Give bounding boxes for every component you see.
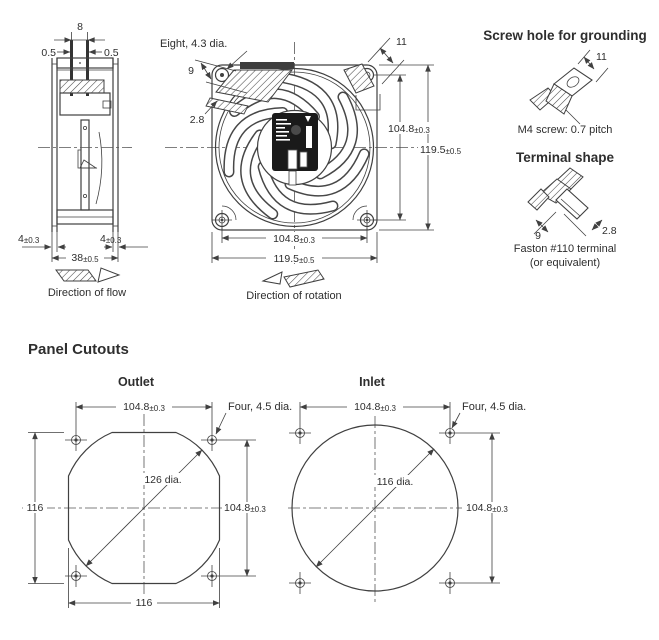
side-dim-terminal-thickness-right: 0.5 xyxy=(104,47,119,59)
front-dim-hole-pitch-horizontal: 104.8±0.3 xyxy=(273,233,315,245)
terminal-dim-width: 9 xyxy=(535,230,541,242)
terminal-caption-line1: Faston #110 terminal xyxy=(513,243,617,255)
front-dim-ground-pad: 11 xyxy=(396,36,407,48)
side-dim-terminal-thickness-left: 0.5 xyxy=(41,47,56,59)
terminal-title: Terminal shape xyxy=(515,150,615,165)
outlet-holes-note: Four, 4.5 dia. xyxy=(228,401,293,413)
grounding-title: Screw hole for grounding xyxy=(483,28,647,43)
outlet-cutout-drawing xyxy=(22,375,292,609)
inlet-cutout-drawing xyxy=(288,375,526,604)
side-dim-flange-left: 4±0.3 xyxy=(18,233,40,245)
mounting-holes-note: Eight, 4.3 dia. xyxy=(160,38,228,50)
inlet-dim-cutout-dia: 116 dia. xyxy=(376,476,414,488)
grounding-screw-figure xyxy=(483,28,647,136)
inlet-holes-note: Four, 4.5 dia. xyxy=(462,401,527,413)
side-dim-terminal-span: 8 xyxy=(77,21,83,33)
front-view-drawing xyxy=(160,36,468,302)
inlet-title: Inlet xyxy=(359,375,385,389)
direction-of-flow-label: Direction of flow xyxy=(47,287,127,299)
direction-of-flow-icon xyxy=(56,268,119,282)
front-dim-hole-pitch-vertical: 104.8±0.3 xyxy=(388,123,430,135)
terminal-dim-thickness: 2.8 xyxy=(602,225,617,237)
outlet-dim-height: 116 xyxy=(26,502,44,514)
side-dim-flange-right: 4±0.3 xyxy=(100,233,122,245)
direction-of-rotation-icon xyxy=(263,270,324,287)
outlet-dim-cutout-dia: 126 dia. xyxy=(144,474,182,486)
front-dim-frame-vertical: 119.5±0.5 xyxy=(420,144,462,156)
outlet-dim-width: 116 xyxy=(135,597,153,609)
outlet-dim-hole-pitch-top: 104.8±0.3 xyxy=(123,401,165,413)
side-view-drawing xyxy=(18,21,148,299)
direction-of-rotation-label: Direction of rotation xyxy=(246,290,342,302)
inlet-dim-hole-pitch-top: 104.8±0.3 xyxy=(354,401,396,413)
front-dim-terminal-width: 9 xyxy=(188,65,194,77)
front-dim-frame-horizontal: 119.5±0.5 xyxy=(273,253,315,265)
outlet-title: Outlet xyxy=(117,375,155,389)
terminal-base-hatch xyxy=(60,80,104,93)
panel-cutouts-section xyxy=(22,341,526,609)
terminal-shape-figure xyxy=(514,150,617,269)
grounding-dim-pad-width: 11 xyxy=(596,51,607,63)
grounding-caption: M4 screw: 0.7 pitch xyxy=(517,124,613,136)
inlet-dim-hole-pitch-right: 104.8±0.3 xyxy=(466,502,508,514)
outlet-dim-hole-pitch-right: 104.8±0.3 xyxy=(224,502,266,514)
terminal-caption-line2: (or equivalent) xyxy=(529,257,601,269)
panel-cutouts-title: Panel Cutouts xyxy=(28,341,129,358)
front-dim-terminal-thickness: 2.8 xyxy=(189,114,205,126)
side-dim-depth: 38±0.5 xyxy=(71,252,99,264)
